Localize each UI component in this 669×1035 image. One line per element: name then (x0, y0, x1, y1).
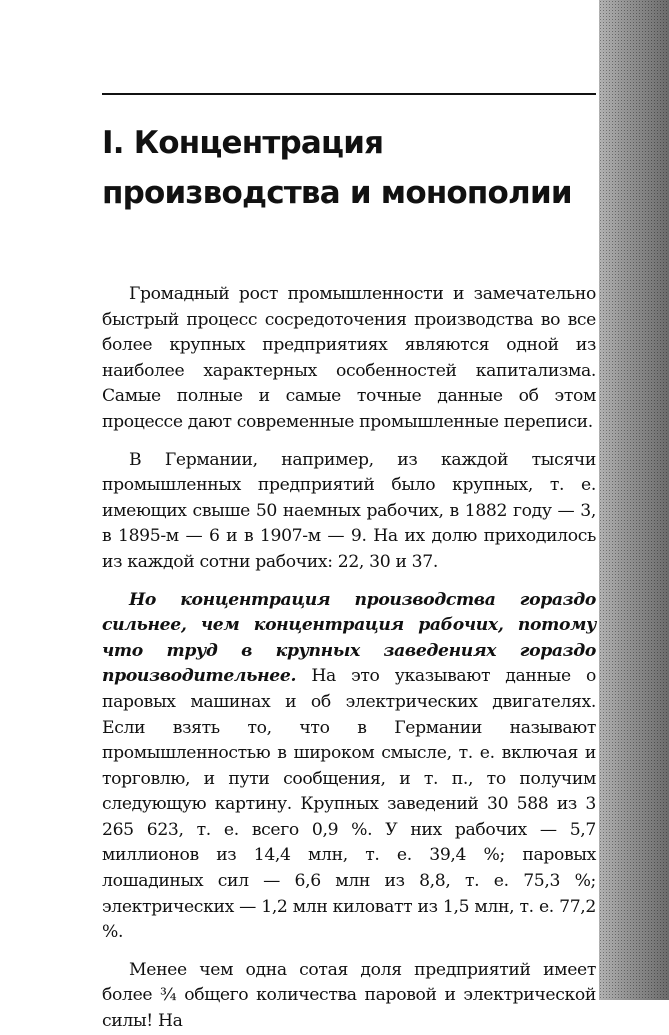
paragraph-4-text: Менее чем одна сотая доля предприятий имеет более ¾ общего количества паровой и электрической силы! На (102, 959, 596, 1032)
paragraph-3-emphasis: Но концентрация производства гораздо сильнее, чем концентрация рабочих, потому что труд в крупных заведениях гораздо производительнее. (102, 589, 596, 687)
paragraph-1 (102, 282, 596, 436)
chapter-title-line-2: производства и монополии (102, 175, 572, 211)
chapter-divider (102, 93, 596, 95)
paragraph-2 (102, 448, 596, 576)
chapter-title-line-1: I. Концентрация (102, 125, 384, 161)
paragraph-3 (102, 588, 596, 946)
paragraph-4 (102, 958, 596, 1035)
paragraph-3-text: На это указывают данные о паровых машинах и об электрических двигателях. Если взять то, что в Германии называют промышленностью в широком смысле, т. е. включая и торговлю, и пути сообщения, и т. п., то получим следующую картину. Крупных заведений 30 588 из 3 265 623, т. е. всего 0,9 %. У них рабочих — 5,7 миллионов из 14,4 млн, т. е. 39,4 %; паровых лошадиных сил — 6,6 млн из 8,8, т. е. 75,3 %; электрических — 1,2 млн киловатт из 1,5 млн, т. е. 77,2 %. (102, 666, 596, 943)
paragraph-1-text: Громадный рост промышленности и замечательно быстрый процесс сосредоточения производства во все более крупных предприятиях являются одной из наиболее характерных особенностей капитализма. Самые полные и самые точные данные об этом процессе дают современные промышленные переписи. (102, 284, 596, 432)
page-edge-texture (599, 0, 669, 1000)
body-text (102, 282, 596, 1035)
paragraph-2-text: В Германии, например, из каждой тысячи промышленных предприятий было крупных, т. е. имеющих свыше 50 наемных рабочих, в 1882 году — 3, в 1895-м — 6 и в 1907-м — 9. На их долю приходилось из каждой сотни рабочих: 22, 30 и 37. (102, 449, 596, 572)
chapter-title (102, 118, 596, 218)
